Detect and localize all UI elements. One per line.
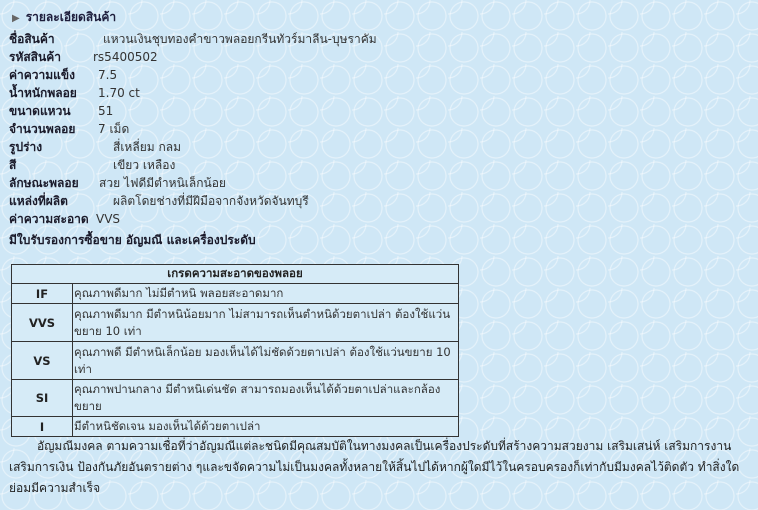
detail-value: เขียว เหลือง (113, 158, 176, 172)
detail-value: ผลิตโดยช่างที่มีฝีมือจากจังหวัดจันทบุรี (113, 194, 309, 208)
detail-row-weight (9, 85, 140, 101)
detail-row-hardness (9, 67, 118, 83)
detail-value: 1.70 ct (98, 86, 140, 100)
detail-value: สี่เหลี่ยม กลม (113, 140, 181, 154)
detail-row-ring-size (9, 103, 114, 119)
table-row (12, 284, 459, 304)
table-row (12, 380, 459, 417)
table-row (12, 304, 459, 342)
table-row (12, 417, 459, 437)
detail-label: สี (9, 158, 17, 172)
detail-label: ขนาดแหวน (9, 104, 71, 118)
table-header-row (12, 265, 459, 284)
table-header: เกรดความสะอาดของพลอย (12, 265, 459, 284)
detail-row-name (9, 31, 377, 47)
detail-row-stone-count (9, 121, 130, 137)
detail-row-origin (9, 193, 309, 209)
detail-label: จำนวนพลอย (9, 122, 76, 136)
clarity-grade-table (11, 264, 459, 437)
description-cell: มีตำหนิชัดเจน มองเห็นได้ด้วยตาเปล่า (73, 417, 459, 437)
description-cell: คุณภาพดี มีตำหนิเล็กน้อย มองเห็นได้ไม่ชัดด้วยตาเปล่า ต้องใช้แว่นขยาย 10 เท่า (73, 342, 459, 380)
detail-value: 7.5 (98, 68, 118, 82)
detail-label: แหล่งที่ผลิต (9, 194, 68, 208)
detail-label: ชื่อสินค้า (9, 32, 55, 46)
detail-row-clarity (9, 211, 121, 227)
grade-cell: SI (12, 380, 73, 417)
detail-value: VVS (96, 212, 121, 226)
detail-value: 51 (98, 104, 114, 118)
detail-row-code (9, 49, 158, 65)
detail-value: 7 เม็ด (98, 122, 130, 136)
description-paragraph: อัญมณีมงคล ตามความเชื่อที่ว่าอัญมณีแต่ละชนิดมีคุณสมบัติในทางมงคลเป็นเครื่องประดับที่สร้างความสวยงาม เสริมเสน่ห์ เสริมการงาน เสริมการเงิน ป้องกันภัยอันตรายต่าง ๆและขจัดความไม่เป็นมงคลทั้งหลายให้สิ้นไปได้หากผู้ใดมีไว้ในครอบครองก็เท่ากับมีมงคลไว้ติดตัว ทำสิ่งใดย่อมมีความสำเร็จ (9, 439, 740, 495)
detail-label: รหัสสินค้า (9, 50, 61, 64)
detail-label: รูปร่าง (9, 140, 43, 154)
detail-label: ลักษณะพลอย (9, 176, 79, 190)
detail-row-color (9, 157, 176, 173)
grade-cell: IF (12, 284, 73, 304)
detail-label: ค่าความสะอาด (9, 212, 89, 226)
grade-cell: VVS (12, 304, 73, 342)
detail-value: rs5400502 (93, 50, 158, 64)
arrow-bullet-icon: ▶ (12, 13, 20, 24)
detail-value: สวย ไฟดีมีตำหนิเล็กน้อย (99, 176, 226, 190)
detail-row-shape (9, 139, 181, 155)
description-cell: คุณภาพดีมาก มีตำหนิน้อยมาก ไม่สามารถเห็นตำหนิด้วยตาเปล่า ต้องใช้แว่นขยาย 10 เท่า (73, 304, 459, 342)
section-title: รายละเอียดสินค้า (25, 10, 117, 24)
detail-label: ค่าความแข็ง (9, 68, 75, 82)
section-heading (12, 8, 116, 27)
detail-label: น้ำหนักพลอย (9, 86, 77, 100)
table-row (12, 342, 459, 380)
grade-cell: VS (12, 342, 73, 380)
description-cell: คุณภาพดีมาก ไม่มีตำหนิ พลอยสะอาดมาก (73, 284, 459, 304)
detail-value: แหวนเงินชุบทองคำขาวพลอยกรีนทัวร์มาลีน-บุษราคัม (103, 32, 377, 46)
description-cell: คุณภาพปานกลาง มีตำหนิเด่นชัด สามารถมองเห็นได้ด้วยตาเปล่าและกล้องขยาย (73, 380, 459, 417)
certificate-note: มีใบรับรองการซื้อขาย อัญมณี และเครื่องประดับ (9, 233, 256, 247)
grade-cell: I (12, 417, 73, 437)
detail-row-characteristic (9, 175, 226, 191)
